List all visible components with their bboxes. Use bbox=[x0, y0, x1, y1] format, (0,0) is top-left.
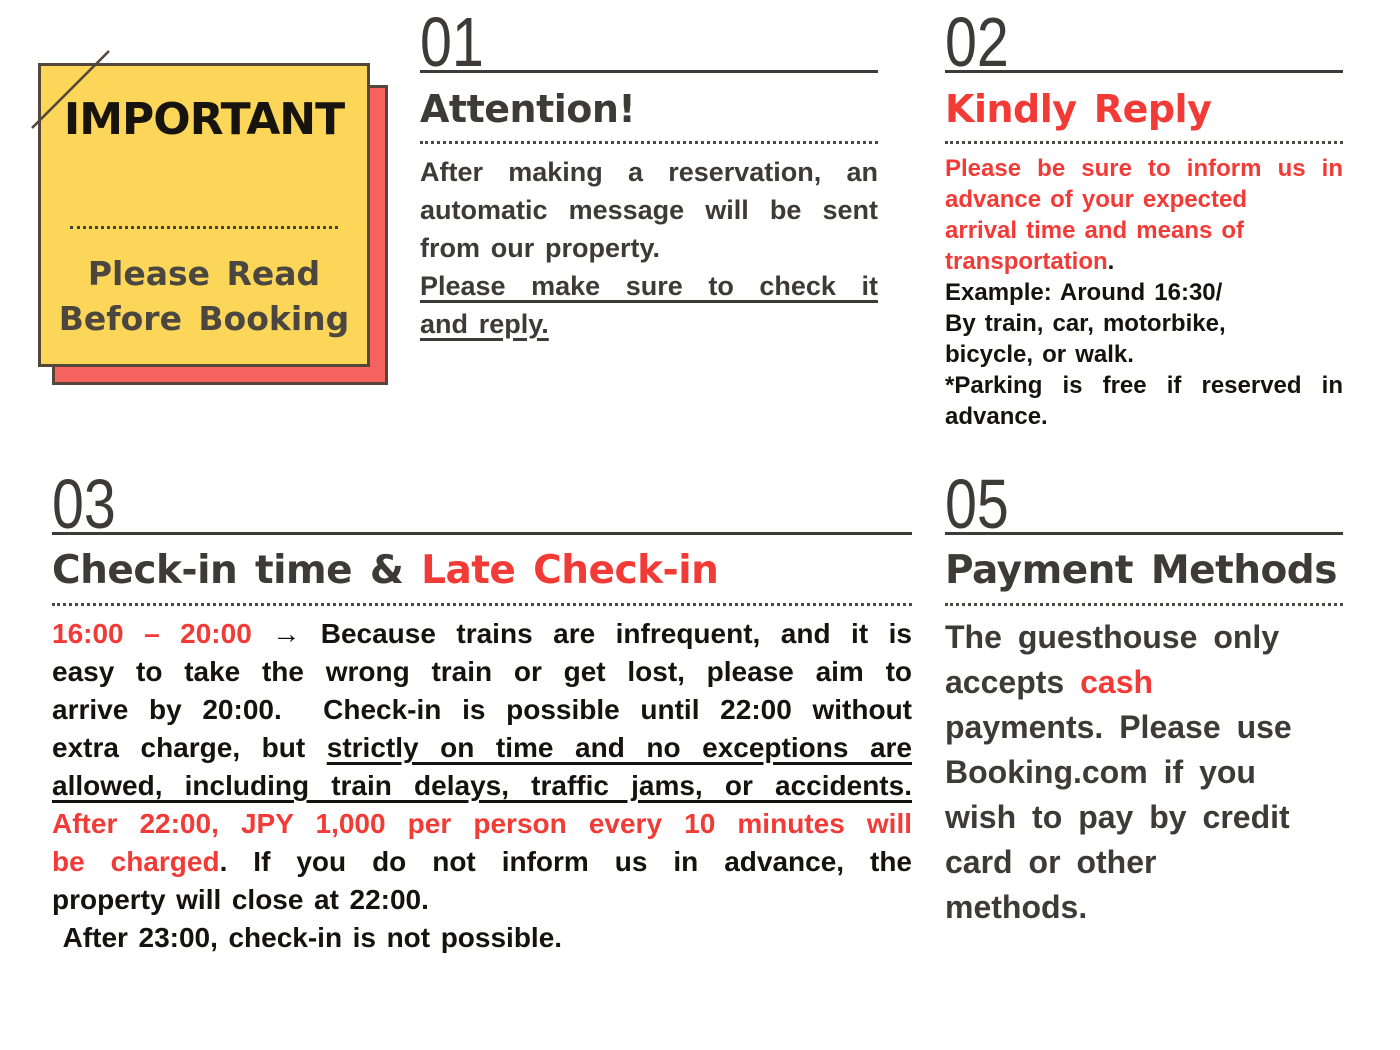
section-heading: Attention! bbox=[420, 87, 636, 131]
body-line bbox=[945, 750, 1343, 795]
body-text: extra charge, but bbox=[52, 732, 327, 763]
body-line bbox=[52, 919, 912, 957]
body-text: By train, car, motorbike, bbox=[945, 310, 1226, 337]
body-line bbox=[945, 277, 1343, 308]
note-title: IMPORTANT bbox=[63, 94, 345, 145]
body-line bbox=[945, 660, 1343, 705]
section-01-attention bbox=[420, 3, 878, 343]
section-heading: Kindly Reply bbox=[945, 87, 1212, 131]
body-text: After 23:00, check-in is not possible. bbox=[52, 922, 563, 953]
body-text: methods. bbox=[945, 889, 1088, 925]
note-subtitle-line2: Before Booking bbox=[58, 299, 350, 338]
body-text: advance. bbox=[945, 403, 1048, 430]
body-line bbox=[945, 246, 1343, 277]
body-text-underlined: and reply. bbox=[420, 309, 549, 339]
body-text-red: be charged bbox=[52, 846, 220, 877]
body-line bbox=[945, 401, 1343, 432]
body-text: Example: Around 16:30/ bbox=[945, 279, 1223, 306]
body-text: *Parking is free if reserved in bbox=[945, 372, 1343, 399]
section-body bbox=[945, 153, 1343, 432]
body-line bbox=[52, 805, 912, 843]
body-text: . If you do not inform us in advance, the bbox=[219, 846, 913, 877]
body-text-red: 16:00 – 20:00 bbox=[52, 618, 252, 649]
body-text: Booking.com if you bbox=[945, 754, 1256, 790]
section-number bbox=[945, 465, 1343, 543]
section-03-checkin bbox=[52, 465, 913, 957]
body-text: accepts bbox=[945, 664, 1081, 700]
body-line bbox=[945, 885, 1343, 930]
body-line bbox=[945, 840, 1343, 885]
body-line bbox=[945, 184, 1343, 215]
body-text-underlined: Please make sure to check it bbox=[420, 271, 878, 301]
section-body bbox=[945, 615, 1343, 930]
body-line bbox=[420, 267, 878, 305]
section-02-kindly-reply bbox=[945, 3, 1343, 432]
body-text-underlined: allowed, including train delays, traffic jams, or accidents. bbox=[52, 770, 912, 801]
body-line bbox=[945, 215, 1343, 246]
body-line bbox=[945, 339, 1343, 370]
body-text: card or other bbox=[945, 844, 1157, 880]
body-line bbox=[420, 229, 878, 267]
body-line bbox=[52, 843, 912, 881]
body-line bbox=[52, 729, 912, 767]
section-heading bbox=[52, 548, 912, 594]
note-divider bbox=[70, 226, 338, 229]
note-subtitle-line1: Please Read bbox=[87, 254, 321, 293]
heading-text: Check-in time & bbox=[52, 548, 422, 593]
section-number bbox=[945, 3, 1343, 81]
body-text: automatic message will be sent bbox=[420, 195, 878, 225]
body-line bbox=[420, 153, 878, 191]
body-line bbox=[52, 691, 912, 729]
body-line bbox=[945, 370, 1343, 401]
body-text: After making a reservation, an bbox=[420, 157, 878, 187]
body-line bbox=[52, 615, 912, 653]
body-line bbox=[52, 767, 912, 805]
section-body bbox=[420, 153, 878, 343]
section-number-text: 03 bbox=[52, 465, 116, 543]
heading-text-red: Late Check-in bbox=[421, 548, 719, 593]
body-text-red: advance of your expected bbox=[945, 186, 1247, 213]
section-body bbox=[52, 615, 912, 957]
section-divider bbox=[420, 141, 878, 144]
body-text: The guesthouse only bbox=[945, 619, 1280, 655]
body-text: bicycle, or walk. bbox=[945, 341, 1134, 368]
body-line bbox=[945, 615, 1343, 660]
section-divider bbox=[945, 603, 1343, 606]
section-heading: Payment Methods bbox=[945, 548, 1337, 593]
body-text: easy to take the wrong train or get lost, please aim to bbox=[52, 656, 912, 687]
body-line bbox=[420, 191, 878, 229]
body-line bbox=[52, 653, 912, 691]
body-text: payments. Please use bbox=[945, 709, 1292, 745]
body-text-red: After 22:00, JPY 1,000 per person every 10 minutes will bbox=[52, 808, 912, 839]
body-line bbox=[52, 881, 912, 919]
body-line bbox=[420, 305, 878, 343]
body-text-red: cash bbox=[1080, 664, 1154, 700]
section-number-text: 02 bbox=[945, 3, 1009, 81]
body-line bbox=[945, 308, 1343, 339]
body-text: property will close at 22:00. bbox=[52, 884, 429, 915]
body-line bbox=[945, 705, 1343, 750]
body-text: → Because trains are infrequent, and it is bbox=[251, 618, 912, 649]
section-05-payment bbox=[945, 465, 1343, 930]
body-line bbox=[945, 153, 1343, 184]
corner-slash-line bbox=[25, 45, 120, 140]
section-number-text: 05 bbox=[945, 465, 1009, 543]
section-number bbox=[52, 465, 912, 543]
body-text: wish to pay by credit bbox=[945, 799, 1290, 835]
section-divider bbox=[52, 603, 912, 606]
body-text-underlined: strictly on time and no exceptions are bbox=[326, 732, 912, 763]
section-number-text: 01 bbox=[420, 3, 484, 81]
section-number bbox=[420, 3, 878, 81]
important-note bbox=[25, 45, 400, 395]
body-text-red: arrival time and means of bbox=[945, 217, 1245, 244]
body-text-red: transportation bbox=[945, 248, 1108, 275]
body-text: arrive by 20:00. Check-in is possible until 22:00 without bbox=[52, 694, 912, 725]
body-line bbox=[945, 795, 1343, 840]
body-text-red: Please be sure to inform us in bbox=[945, 155, 1343, 182]
section-divider bbox=[945, 141, 1343, 144]
body-text: from our property. bbox=[420, 233, 660, 263]
body-text: . bbox=[1107, 248, 1115, 275]
